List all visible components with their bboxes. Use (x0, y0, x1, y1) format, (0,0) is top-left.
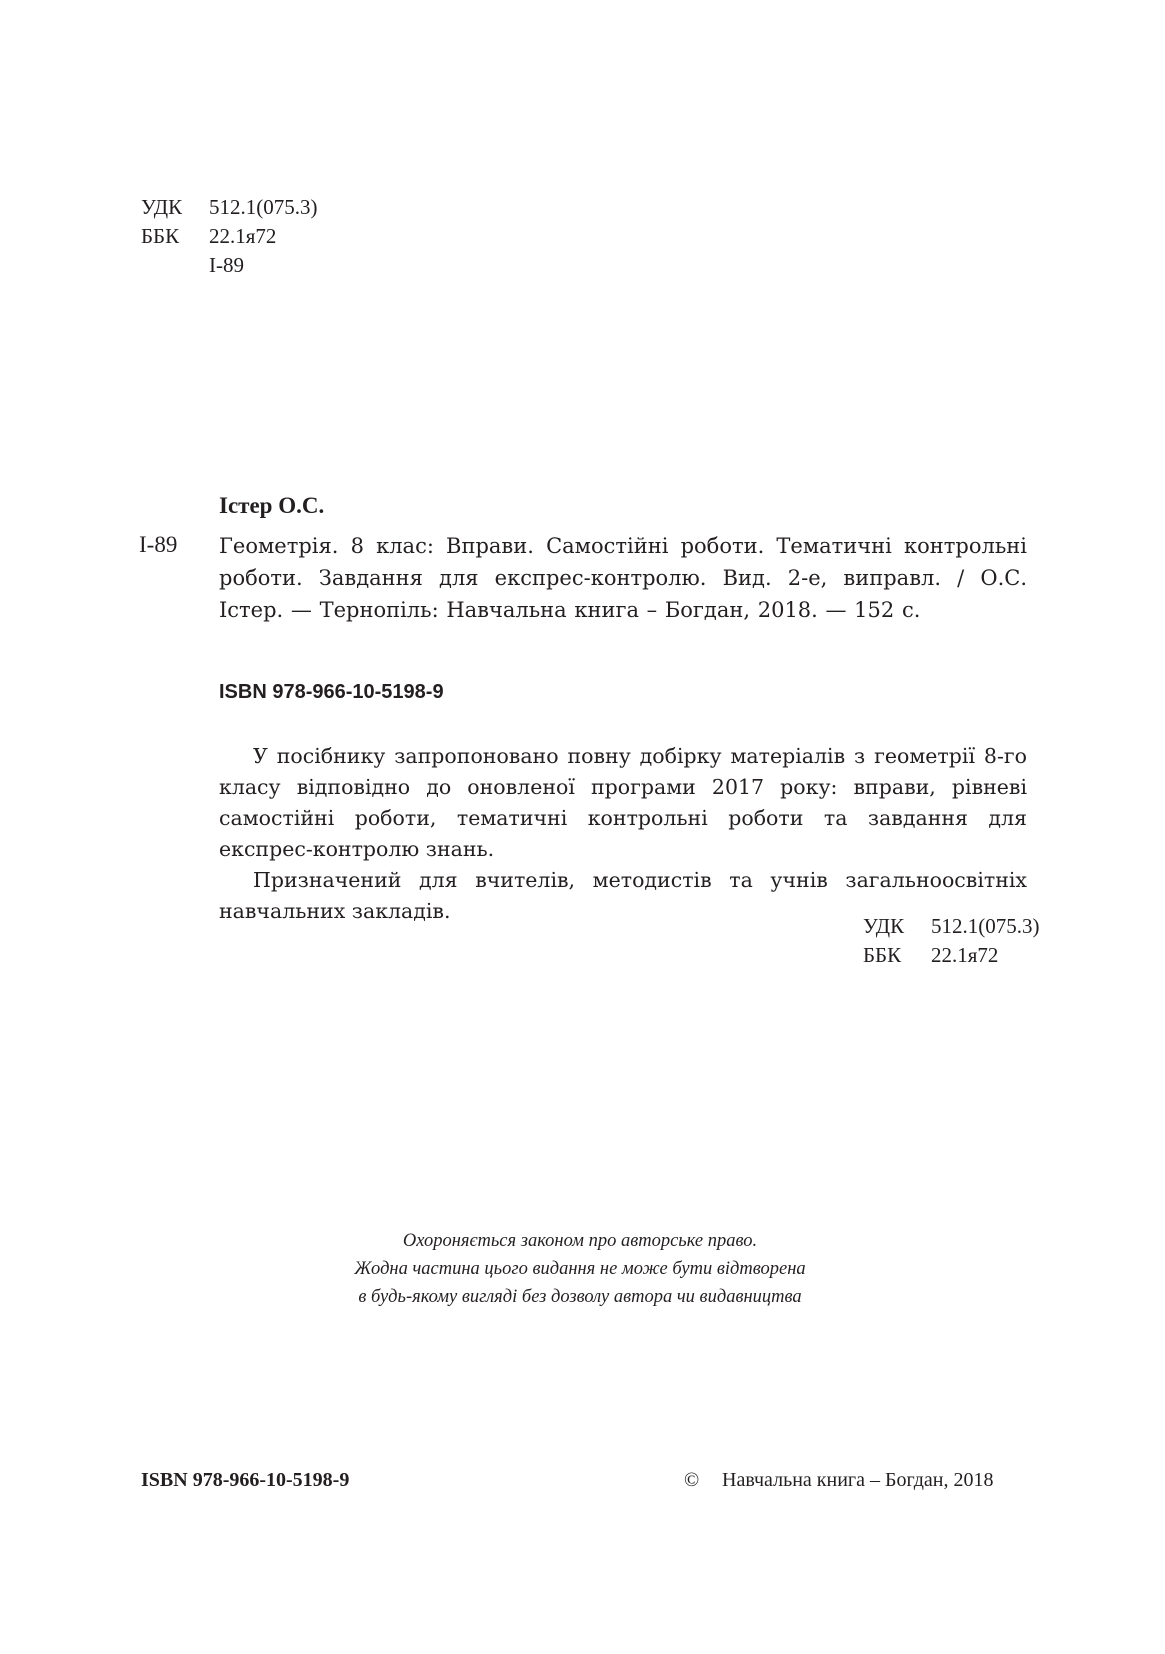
udk-value: 512.1(075.3) (209, 195, 318, 219)
notice-line-2: Жодна частина цього видання не може бути відтворена (354, 1259, 806, 1279)
author-mark-line (141, 251, 318, 280)
isbn-main: ISBN 978-966-10-5198-9 (219, 681, 444, 703)
bbk-line-right (863, 941, 1040, 970)
udk-line-right (863, 912, 1040, 941)
bbk-line (141, 222, 318, 251)
bibliographic-description: Геометрія. 8 клас: Вправи. Самостійні роботи. Тематичні контрольні роботи. Завдання для експрес-контролю. Вид. 2-е, виправл. / О.С. Істер. — Тернопіль: Навчальна книга – Богдан, 2018. — 152 с. (219, 534, 1027, 622)
udk-line (141, 193, 318, 222)
abstract (219, 741, 1027, 927)
udk-label: УДК (141, 195, 183, 219)
abstract-paragraph-1: У посібнику запропоновано повну добірку матеріалів з геометрії 8-го класу відповідно до оновленої програми 2017 року: вправи, рівневі самостійні роботи, тематичні контрольні роботи та завдання для експрес-контролю знань. (219, 744, 1027, 861)
copyright-notice (270, 1227, 890, 1311)
notice-line-1: Охороняється законом про авторське право. (402, 1231, 758, 1251)
copyright-symbol: © (684, 1469, 700, 1491)
author-name: Істер О.С. (219, 493, 325, 518)
footer-copyright (684, 1469, 993, 1492)
bbk-value: 22.1я72 (209, 224, 277, 248)
bbk-label: ББК (141, 224, 180, 248)
copyright-text: Навчальна книга – Богдан, 2018 (722, 1469, 994, 1491)
udk-value-right: 512.1(075.3) (931, 914, 1040, 938)
footer-isbn: ISBN 978-966-10-5198-9 (141, 1469, 350, 1491)
classification-top (141, 193, 318, 280)
udk-label-right: УДК (863, 914, 905, 938)
notice-line-3: в будь-якому вигляді без дозволу автора чи видавництва (358, 1287, 802, 1307)
classification-right (863, 912, 1040, 970)
author-mark-left: І-89 (139, 532, 178, 557)
bbk-label-right: ББК (863, 943, 902, 967)
author-mark-top: І-89 (209, 253, 244, 277)
abstract-paragraph-2: Призначений для вчителів, методистів та учнів загальноосвітніх навчальних закладів. (219, 868, 1027, 923)
bbk-value-right: 22.1я72 (931, 943, 999, 967)
